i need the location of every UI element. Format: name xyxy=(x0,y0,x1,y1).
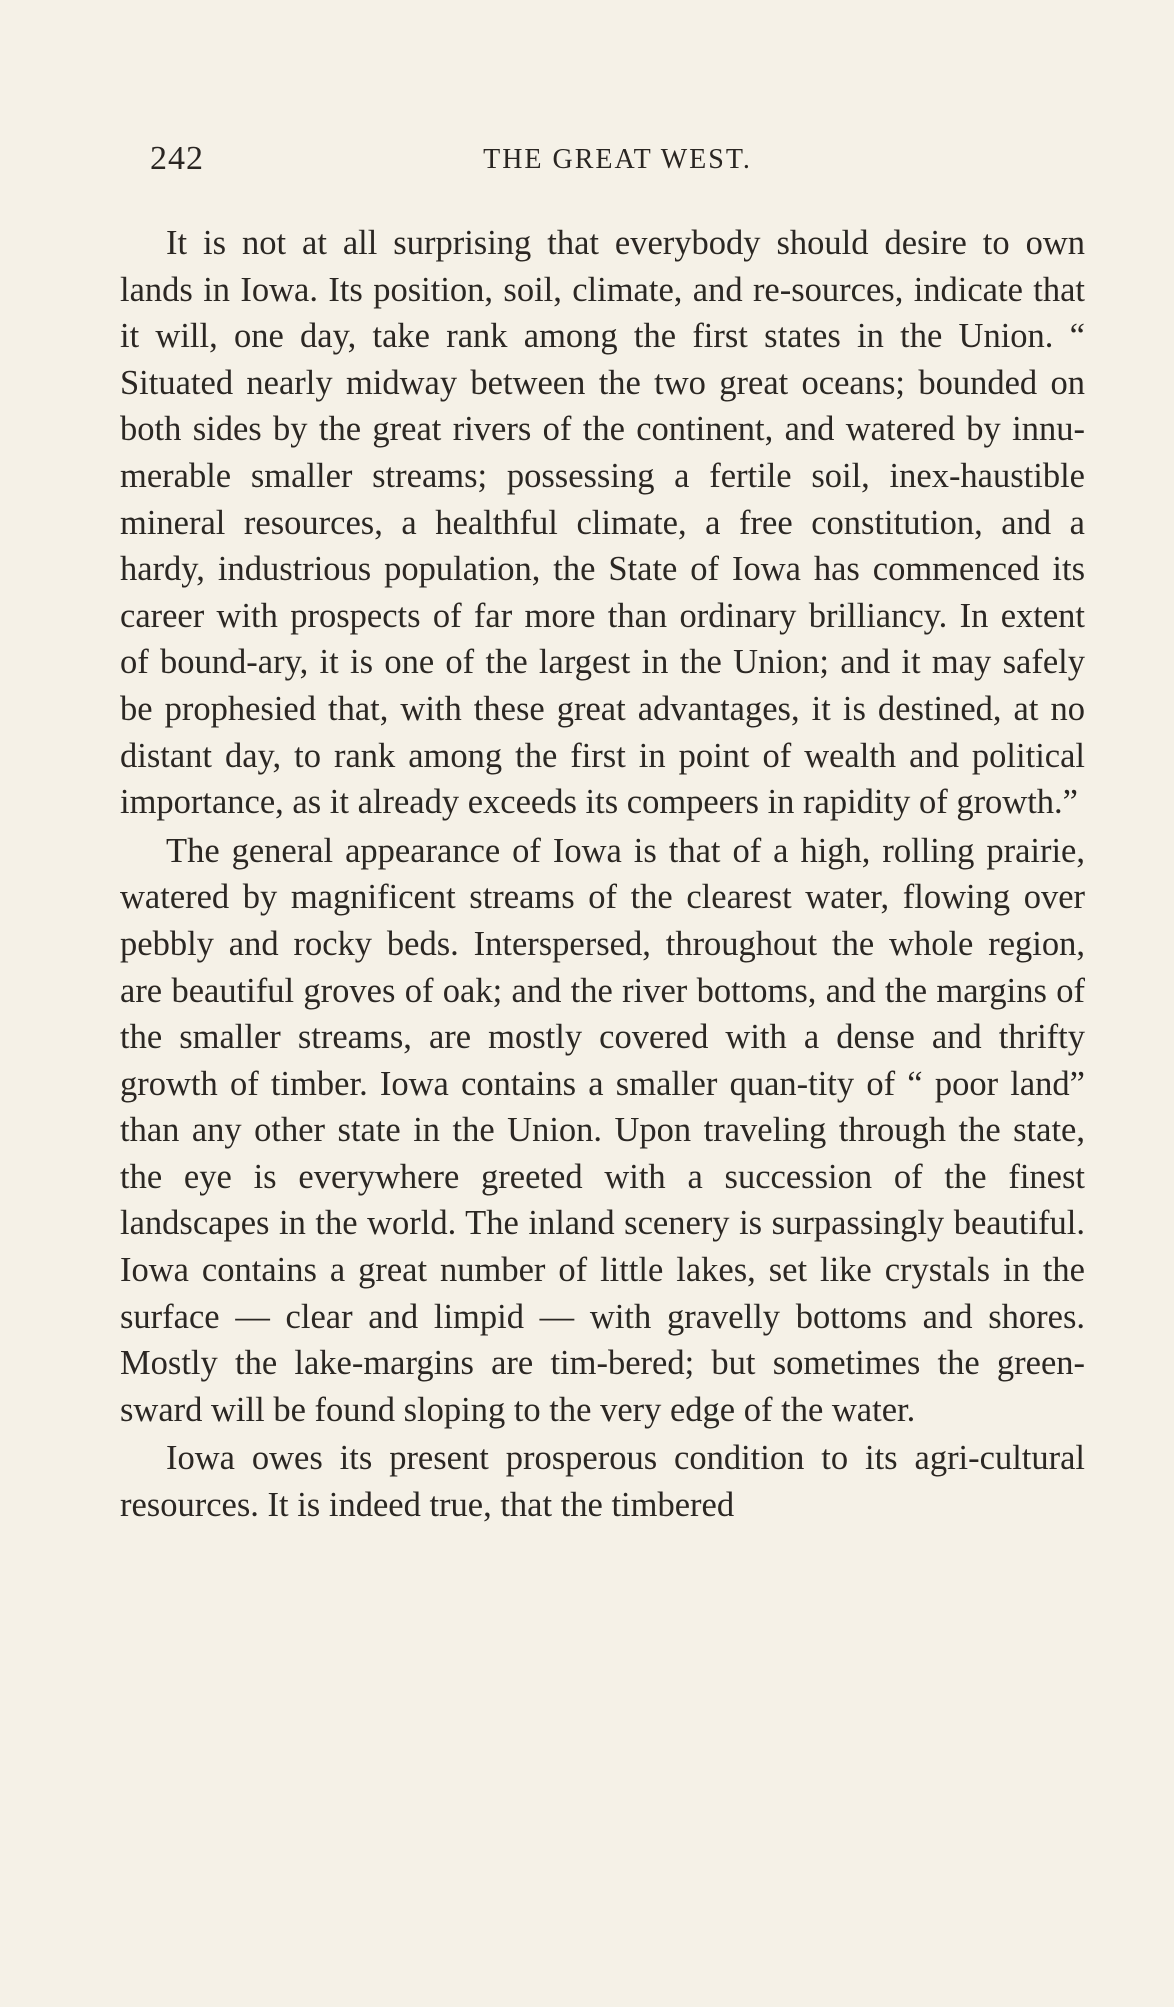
page-number: 242 xyxy=(150,140,204,177)
paragraph-1: It is not at all surprising that everybody should desire to own lands in Iowa. Its position, soil, climate, and re-sources, indicate that it will, one day, take rank among the first states in the Union. “ Situated nearly midway between the two great oceans; bounded on both sides by the great rivers of the continent, and watered by innu-merable smaller streams; possessing a fertile soil, inex-haustible mineral resources, a healthful climate, a free constitution, and a hardy, industrious population, the State of Iowa has commenced its career with prospects of far more than ordinary brilliancy. In extent of bound-ary, it is one of the largest in the Union; and it may safely be prophesied that, with these great advantages, it is destined, at no distant day, to rank among the first in point of wealth and political importance, as it already exceeds its compeers in rapidity of growth.” xyxy=(120,224,1085,822)
paragraph-3: Iowa owes its present prosperous condition to its agri-cultural resources. It is indeed true, that the timbered xyxy=(120,1439,1085,1525)
page-header xyxy=(150,140,1085,188)
running-head: THE GREAT WEST. xyxy=(483,144,752,175)
body-text xyxy=(120,220,1085,1529)
paragraph-2: The general appearance of Iowa is that of a high, rolling prairie, watered by magnificent streams of the clearest water, flowing over pebbly and rocky beds. Interspersed, throughout the whole region, are beautiful groves of oak; and the river bottoms, and the margins of the smaller streams, are mostly covered with a dense and thrifty growth of timber. Iowa contains a smaller quan-tity of “ poor land” than any other state in the Union. Upon traveling through the state, the eye is everywhere greeted with a succession of the finest landscapes in the world. The inland scenery is surpassingly beautiful. Iowa contains a great number of little lakes, set like crystals in the surface — clear and limpid — with gravelly bottoms and shores. Mostly the lake-margins are tim-bered; but sometimes the green-sward will be found sloping to the very edge of the water. xyxy=(120,831,1085,1429)
